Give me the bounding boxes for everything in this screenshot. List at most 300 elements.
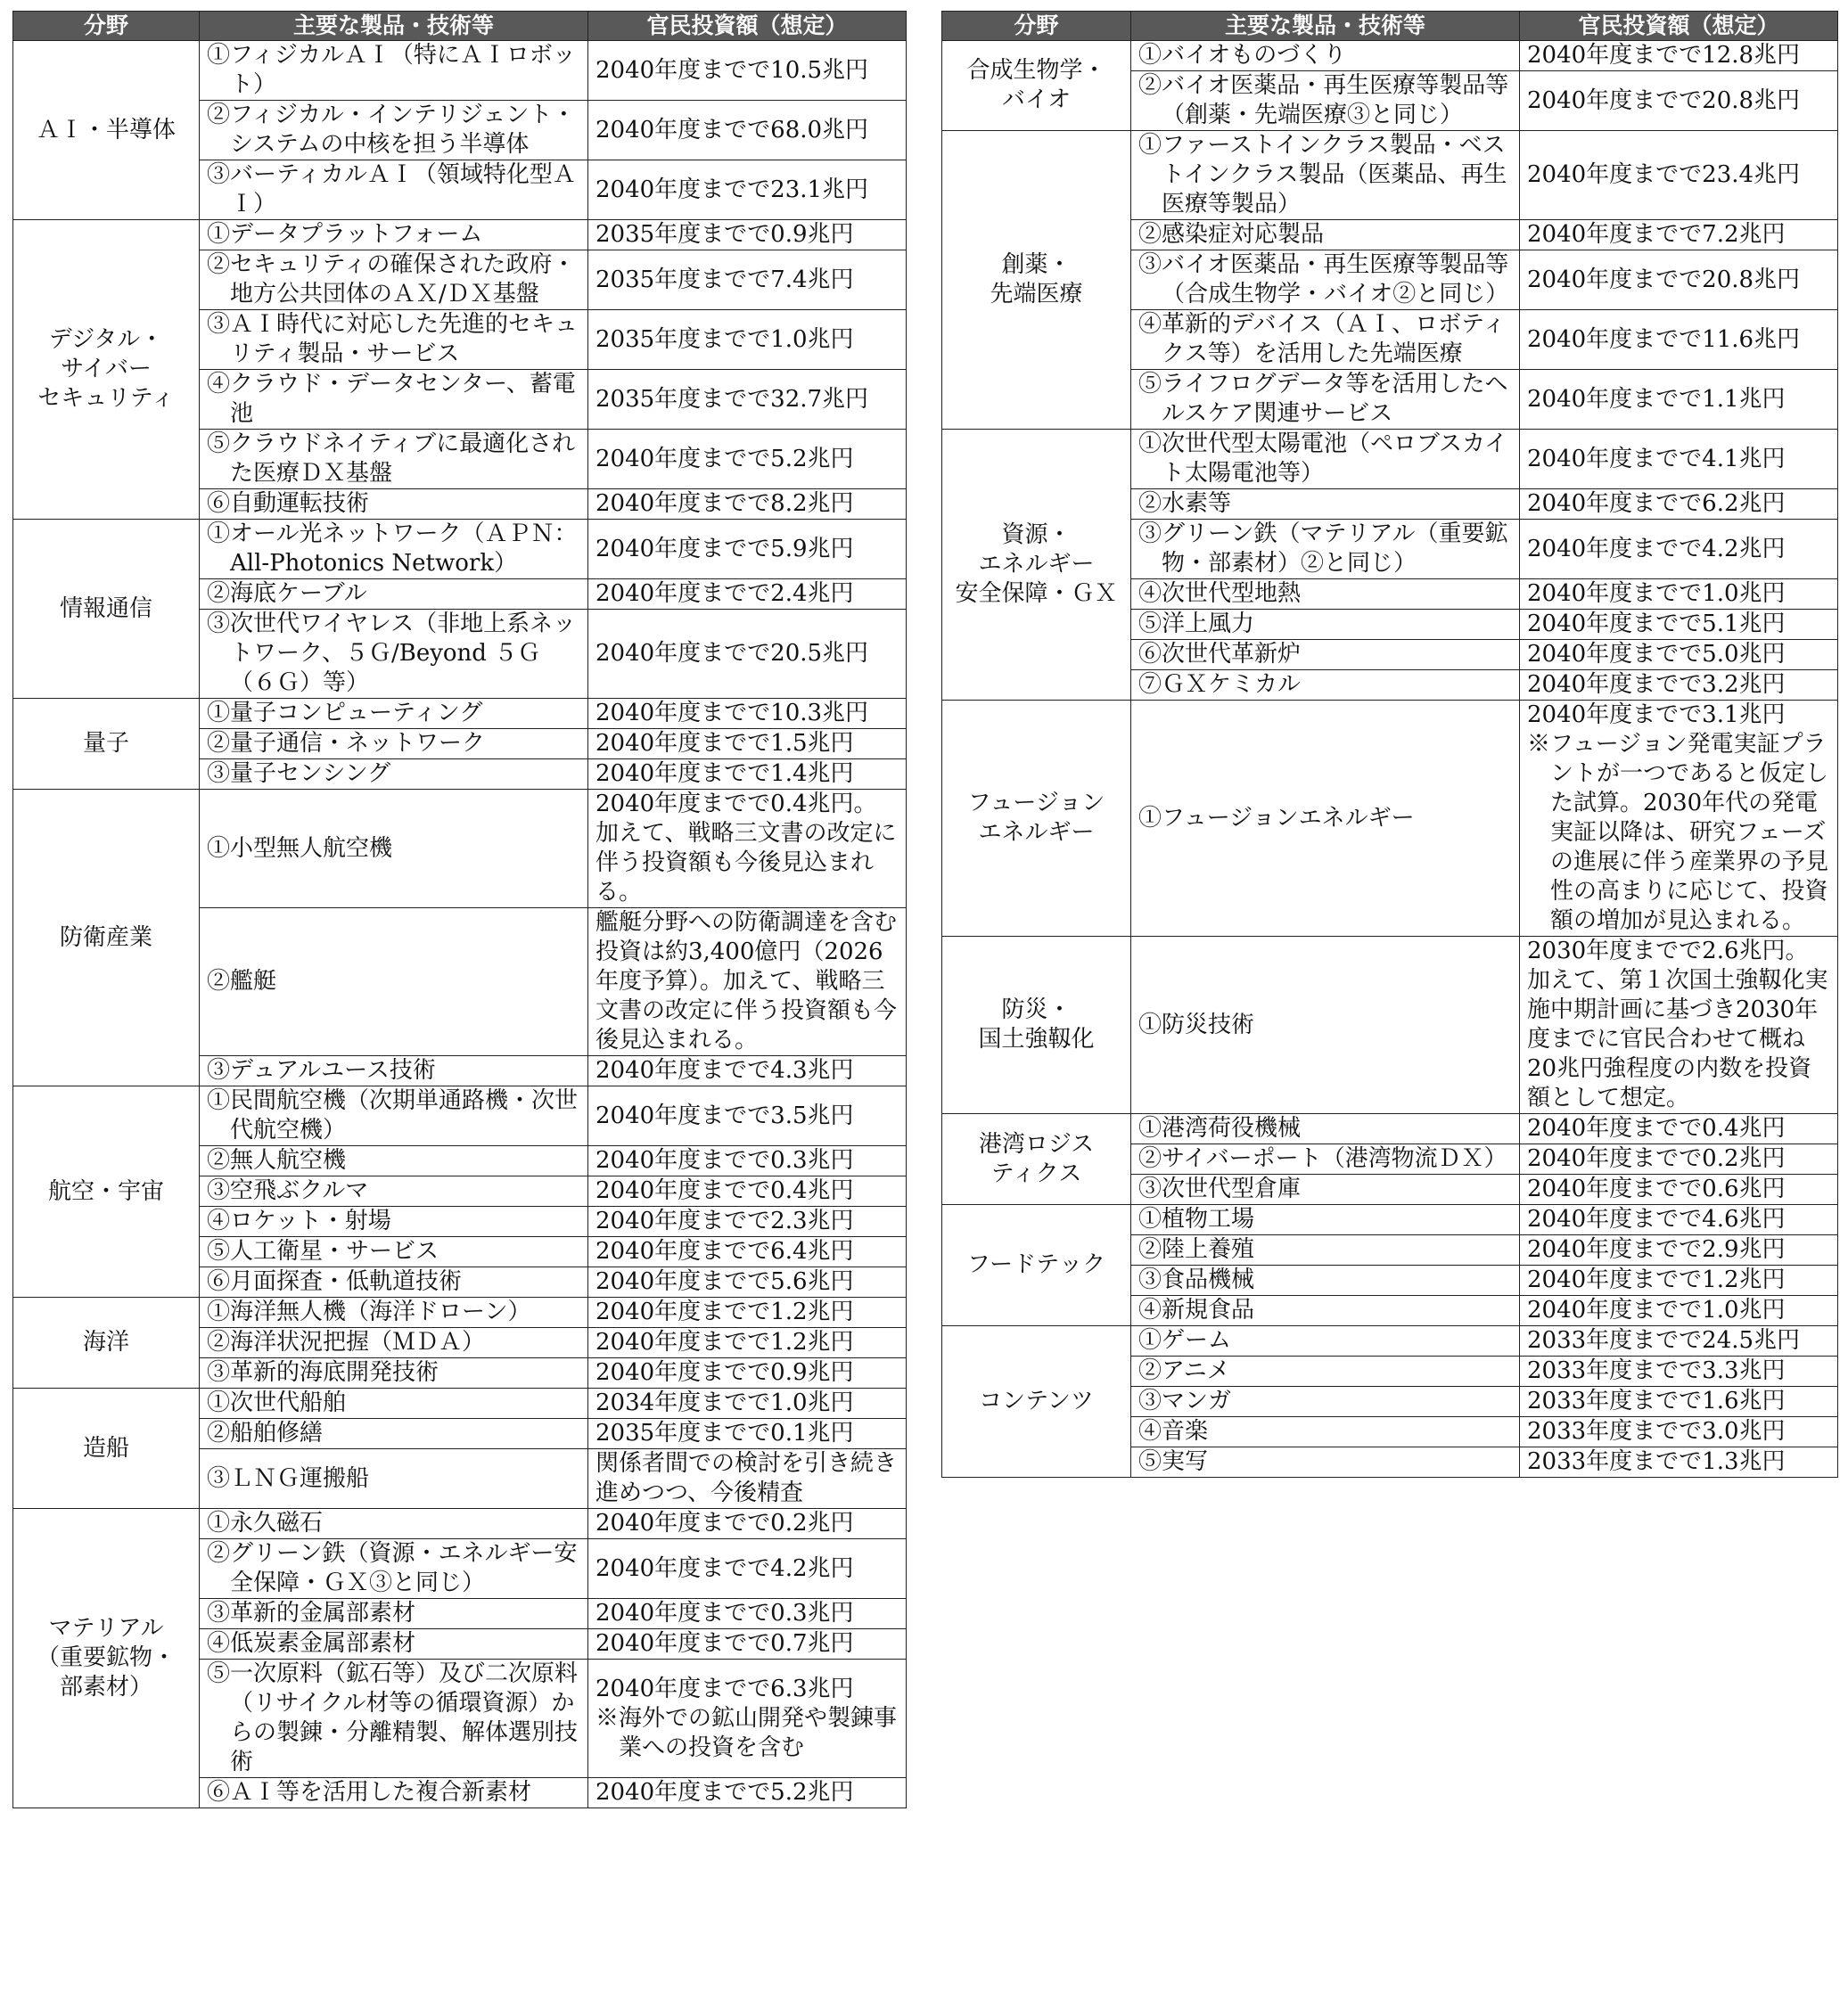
field-label: 港湾ロジス ティクス [978,1130,1095,1187]
product-cell [1131,1175,1520,1205]
product-label: ③革新的海底開発技術 [207,1359,439,1386]
amount-value: 2040年度までで3.2兆円 [1527,671,1786,698]
product-cell [200,430,588,489]
field-label: 合成生物学・ バイオ [966,57,1106,113]
field-cell [13,1298,200,1389]
field-label: 防災・ 国土強靱化 [978,996,1095,1053]
product-label: ③食品機械 [1138,1267,1255,1293]
header-product: 主要な製品・技術等 [1131,12,1520,41]
field-cell [13,1389,200,1509]
amount-value: 2035年度までで1.0兆円 [595,325,854,353]
amount-value: 2040年度までで7.2兆円 [1527,221,1786,248]
product-label: ①フィジカルＡＩ（特にＡＩロボット） [207,42,576,98]
product-cell [200,1298,588,1328]
header-amount: 官民投資額（想定） [588,12,907,41]
field-label: 創薬・ 先端医療 [990,251,1083,307]
product-label: ②セキュリティの確保された政府・地方公共団体のＡＸ/ＤＸ基盤 [207,251,576,307]
product-label: ④革新的デバイス（ＡＩ、ロボティクス等）を活用した先端医療 [1138,311,1507,367]
amount-cell [1520,1387,1838,1417]
product-cell [1131,1296,1520,1326]
field-label: 情報通信 [59,594,152,622]
amount-cell [1520,250,1838,310]
amount-value: 2040年度までで0.4兆円 [1527,1115,1786,1142]
field-cell [13,520,200,699]
amount-note: ※フュージョン発電実証プラントが一つであると仮定した試算。2030年代の発電実証以降は、研究フェーズの進展に伴う産業界の予見性の高まりに応じて、投資額の増加が見込まれる。 [1527,731,1829,934]
amount-cell [1520,489,1838,520]
product-label: ③量子センシング [207,760,391,787]
product-cell [1131,1235,1520,1266]
amount-value: 2040年度までで0.2兆円 [595,1510,854,1537]
amount-cell [1520,1144,1838,1175]
product-cell [200,1389,588,1419]
product-label: ③次世代ワイヤレス（非地上系ネットワーク、５Ｇ/Beyond ５Ｇ（６Ｇ）等） [207,611,577,696]
table-row [942,1326,1838,1357]
amount-cell [588,1599,907,1629]
amount-value: 2040年度までで20.5兆円 [595,640,869,667]
product-label: ②船舶修繕 [207,1420,324,1447]
field-label: フードテック [966,1251,1106,1278]
amount-cell [1520,131,1838,220]
field-label: 資源・ エネルギー 安全保障・ＧＸ [955,521,1118,607]
product-cell [200,699,588,729]
product-cell [1131,1114,1520,1144]
amount-value: 2040年度までで1.0兆円 [1527,1297,1786,1324]
table-row [942,1114,1838,1144]
field-label: コンテンツ [979,1388,1094,1414]
product-cell [200,1237,588,1267]
amount-value: 2040年度までで1.2兆円 [1527,1267,1786,1293]
amount-cell [588,759,907,790]
product-label: ③マンガ [1138,1388,1232,1414]
amount-value: 2040年度までで1.4兆円 [595,760,854,787]
amount-value: 2040年度までで0.3兆円 [595,1600,854,1627]
field-label: ＡＩ・半導体 [36,116,176,143]
product-label: ③バイオ医薬品・再生医療等製品等（合成生物学・バイオ②と同じ） [1138,251,1509,307]
amount-cell [1520,610,1838,640]
field-cell [13,220,200,520]
field-label: 防衛産業 [59,923,152,951]
product-cell [200,1358,588,1389]
product-cell [200,908,588,1056]
product-cell [200,370,588,430]
amount-cell [588,729,907,759]
amount-value: 2040年度までで0.4兆円 [595,1177,854,1204]
amount-value: 2040年度までで5.0兆円 [1527,641,1786,668]
product-label: ⑤実写 [1138,1448,1209,1475]
product-cell [1131,310,1520,370]
amount-value: 2040年度までで68.0兆円 [595,116,869,143]
amount-value: 2033年度までで3.0兆円 [1527,1418,1786,1445]
table-row [942,430,1838,489]
product-cell [1131,489,1520,520]
header-amount: 官民投資額（想定） [1520,12,1838,41]
product-cell [200,610,588,699]
product-cell [1131,1144,1520,1175]
product-cell [200,1660,588,1778]
amount-value: 2040年度までで20.8兆円 [1527,266,1801,293]
amount-cell [1520,71,1838,131]
product-label: ①小型無人航空機 [207,834,393,862]
table-row [13,1298,907,1328]
product-label: ①量子コンピューティング [207,700,483,726]
table-row [13,790,907,908]
field-label: デジタル・ サイバー セキュリティ [37,326,175,412]
amount-cell [1520,1266,1838,1296]
product-cell [1131,250,1520,310]
amount-value: 2040年度までで1.5兆円 [595,730,854,757]
product-cell [1131,71,1520,131]
field-cell [942,1114,1131,1205]
amount-value: 2040年度までで0.3兆円 [595,1147,854,1174]
amount-cell [588,1086,907,1146]
table-row [942,937,1838,1114]
product-label: ①データプラットフォーム [207,221,483,248]
field-cell [942,937,1131,1114]
table-row [13,220,907,250]
product-label: ③デュアルユース技術 [207,1057,436,1084]
amount-cell [588,520,907,579]
product-cell [1131,370,1520,430]
amount-value: 2040年度までで12.8兆円 [1527,42,1801,69]
amount-value: 2040年度までで23.4兆円 [1527,161,1801,188]
product-cell [1131,1205,1520,1235]
product-label: ⑤クラウドネイティブに最適化された医療ＤＸ基盤 [207,430,576,487]
amount-note: ※海外での鉱山開発や製錬事業への投資を含む [595,1704,898,1761]
product-cell [200,41,588,101]
product-cell [1131,610,1520,640]
amount-value: 2040年度までで2.4兆円 [595,580,854,607]
amount-cell [588,101,907,160]
amount-cell [588,430,907,489]
product-cell [200,220,588,250]
amount-value: 2040年度までで1.2兆円 [595,1329,854,1356]
product-label: ⑥月面探査・低軌道技術 [207,1268,463,1295]
product-label: ②グリーン鉄（資源・エネルギー安全保障・ＧＸ③と同じ） [207,1540,578,1596]
amount-value: 2040年度までで10.5兆円 [595,56,869,84]
field-label: 量子 [82,730,129,757]
table-row [13,41,907,101]
product-cell [1131,131,1520,220]
amount-value: 2035年度までで0.1兆円 [595,1420,854,1447]
product-cell [1131,1417,1520,1447]
amount-value: 2040年度までで6.3兆円 [595,1675,854,1702]
amount-value: 2040年度までで2.9兆円 [1527,1236,1786,1263]
table-header-row [942,12,1838,41]
product-cell [200,1056,588,1086]
amount-value: 2033年度までで24.5兆円 [1527,1327,1801,1354]
field-cell [942,41,1131,131]
product-label: ②フィジカル・インテリジェント・システムの中核を担う半導体 [207,102,576,158]
amount-value: 2033年度までで1.3兆円 [1527,1448,1786,1475]
amount-value: 2040年度までで5.6兆円 [595,1268,854,1295]
product-cell [200,1267,588,1298]
product-label: ②艦艇 [207,968,277,995]
table-row [942,131,1838,220]
amount-cell [588,1389,907,1419]
amount-cell [588,220,907,250]
product-label: ⑤人工衛星・サービス [207,1238,439,1265]
product-label: ①防災技術 [1138,1011,1255,1038]
amount-cell [1520,640,1838,670]
amount-cell [1520,1114,1838,1144]
amount-value: 2040年度までで5.1兆円 [1527,611,1786,637]
product-cell [200,1328,588,1358]
amount-cell [588,310,907,370]
product-label: ④次世代型地熱 [1138,580,1302,607]
amount-value: 2040年度までで23.1兆円 [595,176,869,203]
product-label: ②感染症対応製品 [1138,221,1325,248]
amount-cell [588,579,907,610]
amount-value: 2040年度までで10.3兆円 [595,700,869,726]
amount-cell [588,908,907,1056]
table-row [13,1389,907,1419]
table-row [13,520,907,579]
product-label: ①港湾荷役機械 [1138,1115,1302,1142]
product-label: ④低炭素金属部素材 [207,1630,416,1657]
amount-cell [588,1358,907,1389]
product-cell [1131,220,1520,250]
amount-value: 2040年度までで0.2兆円 [1527,1145,1786,1172]
product-cell [1131,41,1520,71]
amount-value: 2040年度までで0.4兆円。加えて、戦略三文書の改定に伴う投資額も今後見込まれる。 [595,791,897,906]
product-label: ②陸上養殖 [1138,1236,1255,1263]
amount-cell [588,1328,907,1358]
product-cell [1131,640,1520,670]
product-label: ①次世代船舶 [207,1389,347,1416]
amount-cell [1520,1296,1838,1326]
amount-cell [588,370,907,430]
amount-value: 2040年度までで5.2兆円 [595,1779,854,1806]
product-label: ②バイオ医薬品・再生医療等製品等（創薬・先端医療③と同じ） [1138,72,1509,128]
product-label: ①ファーストインクラス製品・ベストインクラス製品（医薬品、再生医療等製品） [1138,132,1507,217]
product-cell [1131,1357,1520,1387]
amount-value: 2040年度までで8.2兆円 [595,490,854,517]
product-label: ⑥ＡＩ等を活用した複合新素材 [207,1779,532,1806]
amount-cell [588,1207,907,1237]
product-label: ①海洋無人機（海洋ドローン） [207,1299,531,1325]
product-label: ⑥自動運転技術 [207,490,370,517]
amount-cell [588,1146,907,1176]
product-cell [200,1629,588,1660]
amount-cell [588,610,907,699]
amount-value: 2040年度までで4.3兆円 [595,1057,854,1084]
product-cell [200,1086,588,1146]
amount-cell [1520,1175,1838,1205]
amount-value: 2040年度までで20.8兆円 [1527,86,1801,114]
amount-value: 2040年度までで6.4兆円 [595,1238,854,1265]
product-cell [200,250,588,310]
amount-cell [588,1419,907,1449]
product-cell [200,489,588,520]
amount-value: 2040年度までで4.2兆円 [1527,535,1786,562]
amount-cell [1520,430,1838,489]
amount-cell [1520,1447,1838,1478]
product-label: ⑤洋上風力 [1138,611,1255,637]
product-label: ①永久磁石 [207,1510,324,1537]
product-cell [1131,670,1520,701]
field-cell [942,701,1131,937]
amount-value: 2040年度までで5.2兆円 [595,445,854,472]
product-label: ③空飛ぶクルマ [207,1177,369,1204]
amount-value: 2040年度までで6.2兆円 [1527,490,1786,517]
amount-value: 2040年度までで5.9兆円 [595,535,854,562]
amount-value: 2035年度までで7.4兆円 [595,266,854,293]
amount-cell [1520,220,1838,250]
product-cell [1131,430,1520,489]
field-cell [13,699,200,790]
product-cell [1131,1447,1520,1478]
product-cell [1131,1387,1520,1417]
product-label: ①バイオものづくり [1138,42,1347,69]
product-label: ①ゲーム [1138,1327,1232,1354]
product-cell [1131,1266,1520,1296]
product-label: ⑤一次原料（鉱石等）及び二次原料（リサイクル材等の循環資源）からの製錬・分離精製、解体選別技術 [207,1660,579,1775]
amount-cell [588,1778,907,1808]
amount-cell [588,1237,907,1267]
table-row [942,1205,1838,1235]
table-body-right [942,41,1838,1478]
amount-cell [1520,310,1838,370]
amount-value: 2040年度までで0.6兆円 [1527,1176,1786,1202]
product-label: ③ＬＮＧ運搬船 [207,1464,370,1492]
table-row [942,701,1838,937]
product-label: ①次世代型太陽電池（ペロブスカイト太陽電池等） [1138,430,1508,487]
product-cell [200,1146,588,1176]
amount-value: 2040年度までで1.0兆円 [1527,580,1786,607]
product-label: ①オール光ネットワーク（ＡＰＮ：All-Photonics Network） [207,521,578,577]
amount-cell [1520,937,1838,1114]
table-row [13,699,907,729]
investment-table-right [941,11,1838,1478]
amount-value: 2030年度までで2.6兆円。加えて、第１次国土強靱化実施中期計画に基づき2030年度までに官民合わせて概ね20兆円強程度の内数を投資額として想定。 [1527,938,1828,1111]
product-label: ④ロケット・射場 [207,1208,391,1234]
amount-cell [588,1660,907,1778]
amount-cell [588,790,907,908]
amount-cell [588,1509,907,1539]
field-cell [13,41,200,220]
amount-cell [588,1267,907,1298]
amount-value: 2040年度までで1.2兆円 [595,1299,854,1325]
field-cell [13,790,200,1086]
product-label: ①植物工場 [1138,1206,1255,1233]
field-cell [942,1205,1131,1326]
amount-value: 2040年度までで2.3兆円 [595,1208,854,1234]
amount-value: 艦艇分野への防衛調達を含む投資は約3,400億円（2026年度予算）。加えて、戦略三文書の改定に伴う投資額も今後見込まれる。 [595,909,898,1053]
amount-cell [588,1056,907,1086]
table-row [13,1086,907,1146]
field-cell [942,1326,1131,1478]
product-cell [200,1509,588,1539]
amount-value: 2035年度までで0.9兆円 [595,221,854,248]
amount-value: 2040年度までで11.6兆円 [1527,325,1801,353]
amount-cell [588,1298,907,1328]
product-cell [200,160,588,220]
amount-cell [1520,579,1838,610]
product-cell [1131,520,1520,579]
product-cell [200,729,588,759]
amount-cell [1520,1417,1838,1447]
product-cell [200,579,588,610]
amount-value: 2034年度までで1.0兆円 [595,1389,854,1416]
field-cell [13,1086,200,1298]
product-label: ③バーティカルＡＩ（領域特化型ＡＩ） [207,161,576,217]
product-label: ④音楽 [1138,1418,1209,1445]
product-label: ⑦ＧＸケミカル [1138,671,1302,698]
product-cell [200,1419,588,1449]
product-label: ①民間航空機（次期単通路機・次世代航空機） [207,1087,579,1144]
amount-value: 2040年度までで1.1兆円 [1527,385,1786,413]
amount-value: 2040年度までで0.7兆円 [595,1630,854,1657]
product-label: ②量子通信・ネットワーク [207,730,486,757]
amount-value: 2040年度までで4.1兆円 [1527,445,1786,472]
amount-cell [588,699,907,729]
field-cell [942,131,1131,430]
investment-table-left [12,11,907,1808]
amount-cell [588,41,907,101]
amount-cell [1520,41,1838,71]
product-label: ④新規食品 [1138,1297,1255,1324]
product-label: ②水素等 [1138,490,1232,517]
amount-cell [1520,370,1838,430]
product-label: ②海洋状況把握（ＭＤＡ） [207,1329,486,1356]
amount-value: 2033年度までで3.3兆円 [1527,1357,1786,1384]
product-cell [200,101,588,160]
field-cell [13,1509,200,1808]
header-product: 主要な製品・技術等 [200,12,588,41]
product-cell [1131,1326,1520,1357]
amount-cell [1520,1205,1838,1235]
product-cell [200,1449,588,1509]
product-label: ①フュージョンエネルギー [1138,804,1415,832]
table-row [942,41,1838,71]
product-cell [200,1176,588,1207]
product-label: ②海底ケーブル [207,580,367,607]
product-cell [1131,579,1520,610]
header-field: 分野 [942,12,1131,41]
product-cell [1131,701,1520,937]
amount-value: 2035年度までで32.7兆円 [595,385,869,413]
field-label: 航空・宇宙 [47,1177,164,1205]
field-cell [942,430,1131,701]
product-cell [200,790,588,908]
amount-cell [1520,1357,1838,1387]
product-cell [1131,937,1520,1114]
amount-cell [588,160,907,220]
product-label: ②アニメ [1138,1357,1230,1384]
amount-value: 2033年度までで1.6兆円 [1527,1388,1786,1414]
field-label: 造船 [82,1434,129,1462]
product-cell [200,310,588,370]
amount-cell [588,1449,907,1509]
amount-cell [588,250,907,310]
amount-cell [588,489,907,520]
product-cell [200,520,588,579]
table-body-left [13,41,907,1808]
product-label: ②無人航空機 [207,1147,347,1174]
amount-cell [588,1176,907,1207]
amount-cell [1520,520,1838,579]
amount-value: 2040年度までで3.5兆円 [595,1102,854,1129]
product-label: ③グリーン鉄（マテリアル（重要鉱物・部素材）②と同じ） [1138,521,1508,577]
table-row [13,1509,907,1539]
amount-cell [1520,670,1838,701]
product-label: ③ＡＩ時代に対応した先進的セキュリティ製品・サービス [207,311,579,367]
amount-value: 関係者間での検討を引き続き進めつつ、今後精査 [595,1450,898,1506]
product-label: ④クラウド・データセンター、蓄電池 [207,371,576,427]
product-cell [200,759,588,790]
product-label: ②サイバーポート（港湾物流ＤＸ） [1138,1145,1507,1172]
product-cell [200,1207,588,1237]
